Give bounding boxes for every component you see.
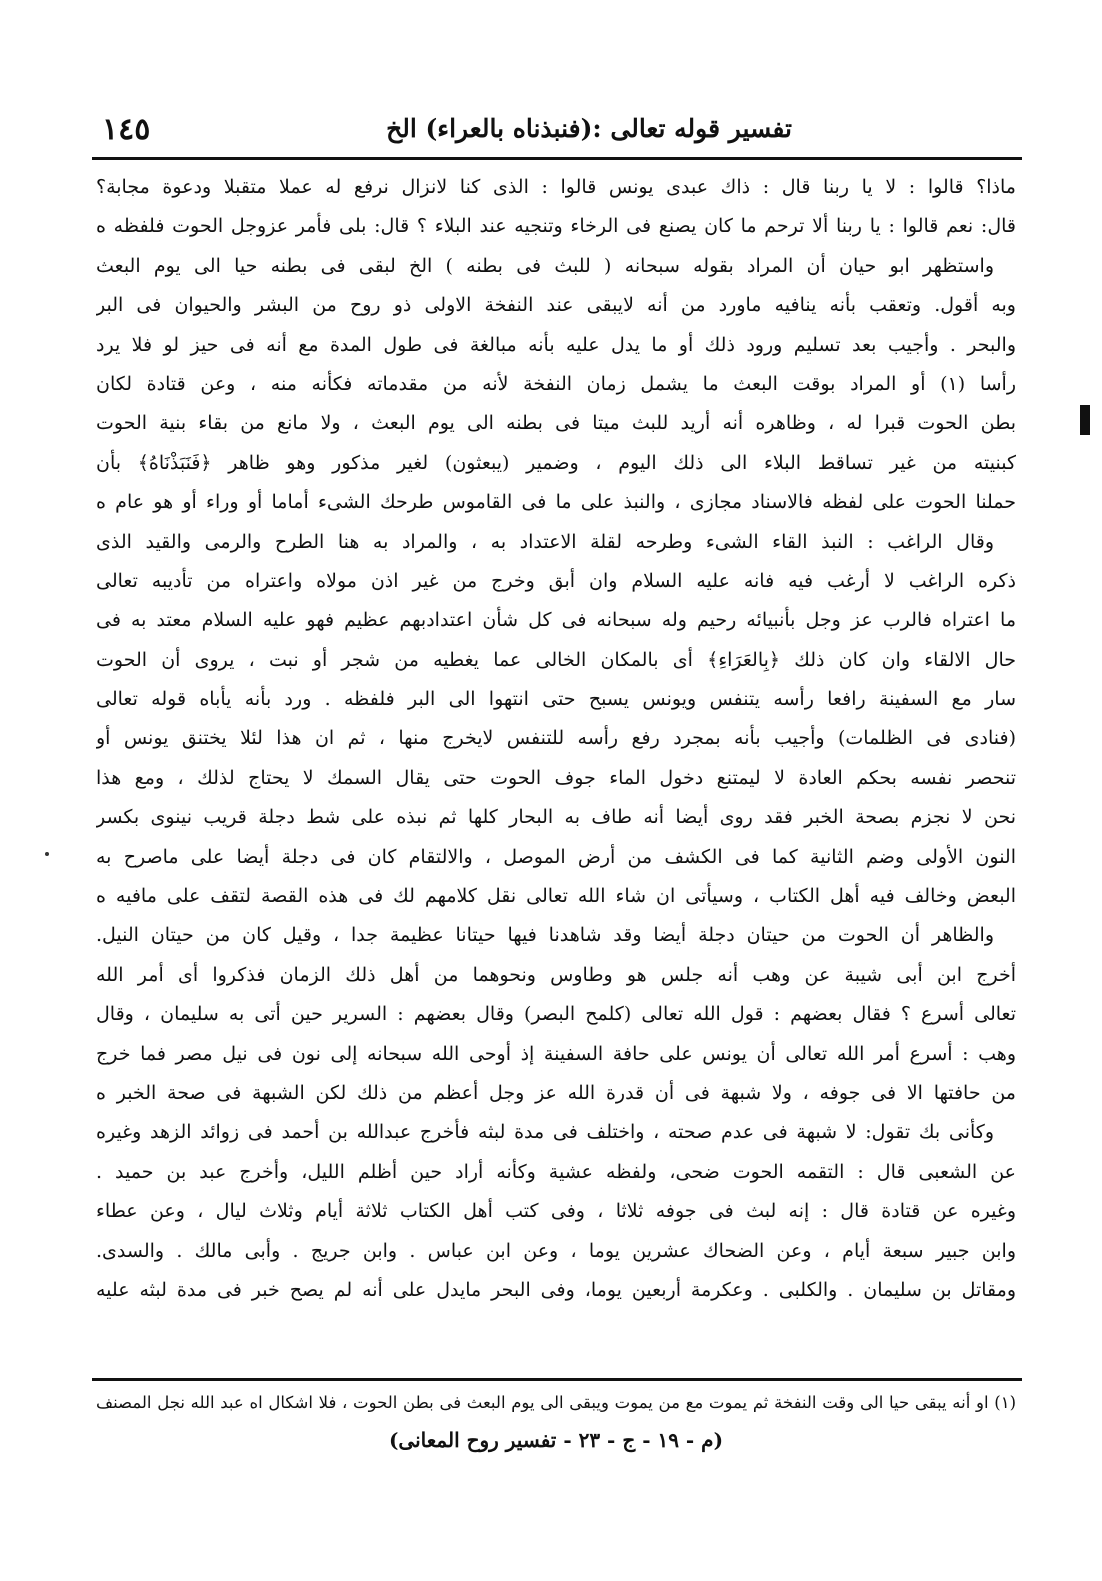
page-number: ١٤٥: [102, 112, 151, 147]
text-line: وهب : أسرع أمر الله تعالى أن يونس على حافة السفينة إذ أوحى الله سبحانه إلى نون فى نيل مصر فما خرج: [96, 1042, 1016, 1065]
text-line: وبه أقول. وتعقب بأنه ينافيه ماورد من أنه لايبقى عند النفخة الاولى ذو روح من البشر والحيوان فى البر: [96, 294, 1016, 317]
text-line: حملنا الحوت على لفظه فالاسناد مجازى ، والنبذ على ما فى القاموس طرحك الشىء أماما أو وراء أو هو عام ه: [96, 491, 1016, 514]
text-line: أخرج ابن أبى شيبة عن وهب أنه جلس هو وطاوس ونحوهما من أهل ذلك الزمان فذكروا أى أمر الله: [96, 963, 1016, 986]
text-line: رأسا (١) أو المراد بوقت البعث ما يشمل زمان النفخة لأنه من مقدماته فكأنه منه ، وعن قتادة لكان: [96, 372, 1016, 395]
footnote-rule: [92, 1378, 1022, 1381]
text-line: والظاهر أن الحوت من حيتان دجلة أيضا وقد شاهدنا فيها حيتانا عظيمة جدا ، وقيل كان من حيتان النيل.: [96, 924, 994, 947]
text-line: وغيره عن قتادة قال : إنه لبث فى جوفه ثلاثا ، وفى كتب أهل الكتاب ثلاثة أيام وثلاث ليال ، وعن عطاء: [96, 1200, 1016, 1223]
text-line: البعض وخالف فيه أهل الكتاب ، وسيأتى ان شاء الله تعالى نقل كلامهم لك فى هذه القصة لتقف على مافيه ه: [96, 885, 1016, 908]
footnote: (١) او أنه يبقى حيا الى وقت النفخة ثم يموت مع من يموت ويبقى الى يوم البعث فى بطن الحوت ، فلا اشكال اه عبد الله نجل المصنف: [96, 1393, 1016, 1412]
text-line: وكأنى بك تقول: لا شبهة فى عدم صحته ، واختلف فى مدة لبثه فأخرج عبدالله بن أحمد فى زوائد الزهد وغيره: [96, 1121, 994, 1144]
text-line: واستظهر ابو حيان أن المراد بقوله سبحانه ( للبث فى بطنه ) الخ لبقى فى بطنه حيا الى يوم البعث: [96, 254, 994, 277]
text-line: كبنيته من غير تساقط البلاء الى ذلك اليوم ، وضمير (يبعثون) لغير مذكور وهو ظاهر ﴿فَنَبَذْنَاهُ﴾ بأن: [96, 451, 1016, 474]
text-line: سار مع السفينة رافعا رأسه يتنفس ويونس يسبح حتى انتهوا الى البر فلفظه . ورد بأنه يأباه قوله تعالى: [96, 688, 1016, 711]
text-line: تعالى أسرع ؟ فقال بعضهم : قول الله تعالى (كلمح البصر) وقال بعضهم : السرير حين أتى به سليمان ، وقال: [96, 1003, 1016, 1026]
text-line: ذكره الراغب لا أرغب فيه فانه عليه السلام وان أبق وخرج من غير اذن مولاه واعتراه من تأديبه تعالى: [96, 569, 1016, 592]
text-line: ماذا؟ قالوا : لا يا ربنا قال : ذاك عبدى يونس قالوا : الذى كنا لانزال نرفع له عملا متقبلا ودعوة مجابة؟: [96, 176, 1016, 198]
text-line: عن الشعبى قال : التقمه الحوت ضحى، ولفظه عشية وكأنه أراد حين أظلم الليل، وأخرج عبد بن حميد .: [96, 1160, 1016, 1183]
running-title: تفسير قوله تعالى :(فنبذناه بالعراء) الخ: [386, 114, 792, 143]
text-line: من حافتها الا فى جوفه ، ولا شبهة فى أن قدرة الله عز وجل أعظم من ذلك لكن الشبهة فى صحة الخبر ه: [96, 1081, 1016, 1104]
text-line: تنحصر نفسه بحكم العادة لا ليمتنع دخول الماء جوف الحوت حتى يقال السمك لا يحتاج لذلك ، ومع هذا: [96, 766, 1016, 789]
text-line: وقال الراغب : النبذ القاء الشىء وطرحه لقلة الاعتداد به ، والمراد به هنا الطرح والرمى والقيد الذى: [96, 530, 994, 553]
main-text: [96, 168, 1016, 1310]
text-line: حال الالقاء وان كان ذلك ﴿بِالعَرَاءِ﴾ أى بالمكان الخالى عما يغطيه من شجر أو نبت ، يروى أن الحوت: [96, 648, 1016, 671]
scan-speck: [45, 852, 49, 856]
text-line: (فنادى فى الظلمات) وأجيب بأنه بمجرد رفع رأسه للتنفس لايخرج منها ، ثم ان هذا لئلا يختنق يونس أو: [96, 727, 1016, 750]
page-header: [92, 112, 1022, 154]
printer-signature: (م - ١٩ - ج - ٢٣ - تفسير روح المعانى): [388, 1428, 724, 1452]
text-line: ومقاتل بن سليمان . والكلبى . وعكرمة أربعين يوما، وفى البحر مايدل على أنه لم يصح خبر فى مدة لبثه عليه: [96, 1278, 1016, 1301]
text-line: وابن جبير سبعة أيام ، وعن الضحاك عشرين يوما ، وعن ابن عباس . وابن جريج . وأبى مالك . والسدى.: [96, 1239, 1016, 1262]
text-line: نحن لا نجزم بصحة الخبر فقد روى أيضا أنه طاف به البحار كلها ثم نبذه على شط دجلة قريب نينوى بكسر: [96, 806, 1016, 829]
text-line: النون الأولى وضم الثانية كما فى الكشف من أرض الموصل ، والالتقام كان فى دجلة أيضا على ماصرح به: [96, 845, 1016, 868]
margin-mark: [1080, 405, 1090, 435]
header-rule: [92, 157, 1022, 160]
text-line: والبحر . وأجيب بعد تسليم ورود ذلك أو ما يدل عليه بأنه مبالغة فى طول المدة مع أنه فى حيز لو فلا يرد: [96, 333, 1016, 356]
text-line: بطن الحوت قبرا له ، وظاهره أنه أريد للبث ميتا فى بطنه الى يوم البعث ، ولا مانع من بقاء بنية الحوت: [96, 412, 1016, 435]
text-line: قال: نعم قالوا : يا ربنا ألا ترحم ما كان يصنع فى الرخاء وتنجيه عند البلاء ؟ قال: بلى فأمر عزوجل الحوت فلفظه ه: [96, 215, 1016, 238]
text-line: ما اعتراه فالرب عز وجل بأنبيائه رحيم وله سبحانه فى كل شأن اعتدادبهم عظيم فهو عليه السلام معتد به فى: [96, 609, 1016, 632]
